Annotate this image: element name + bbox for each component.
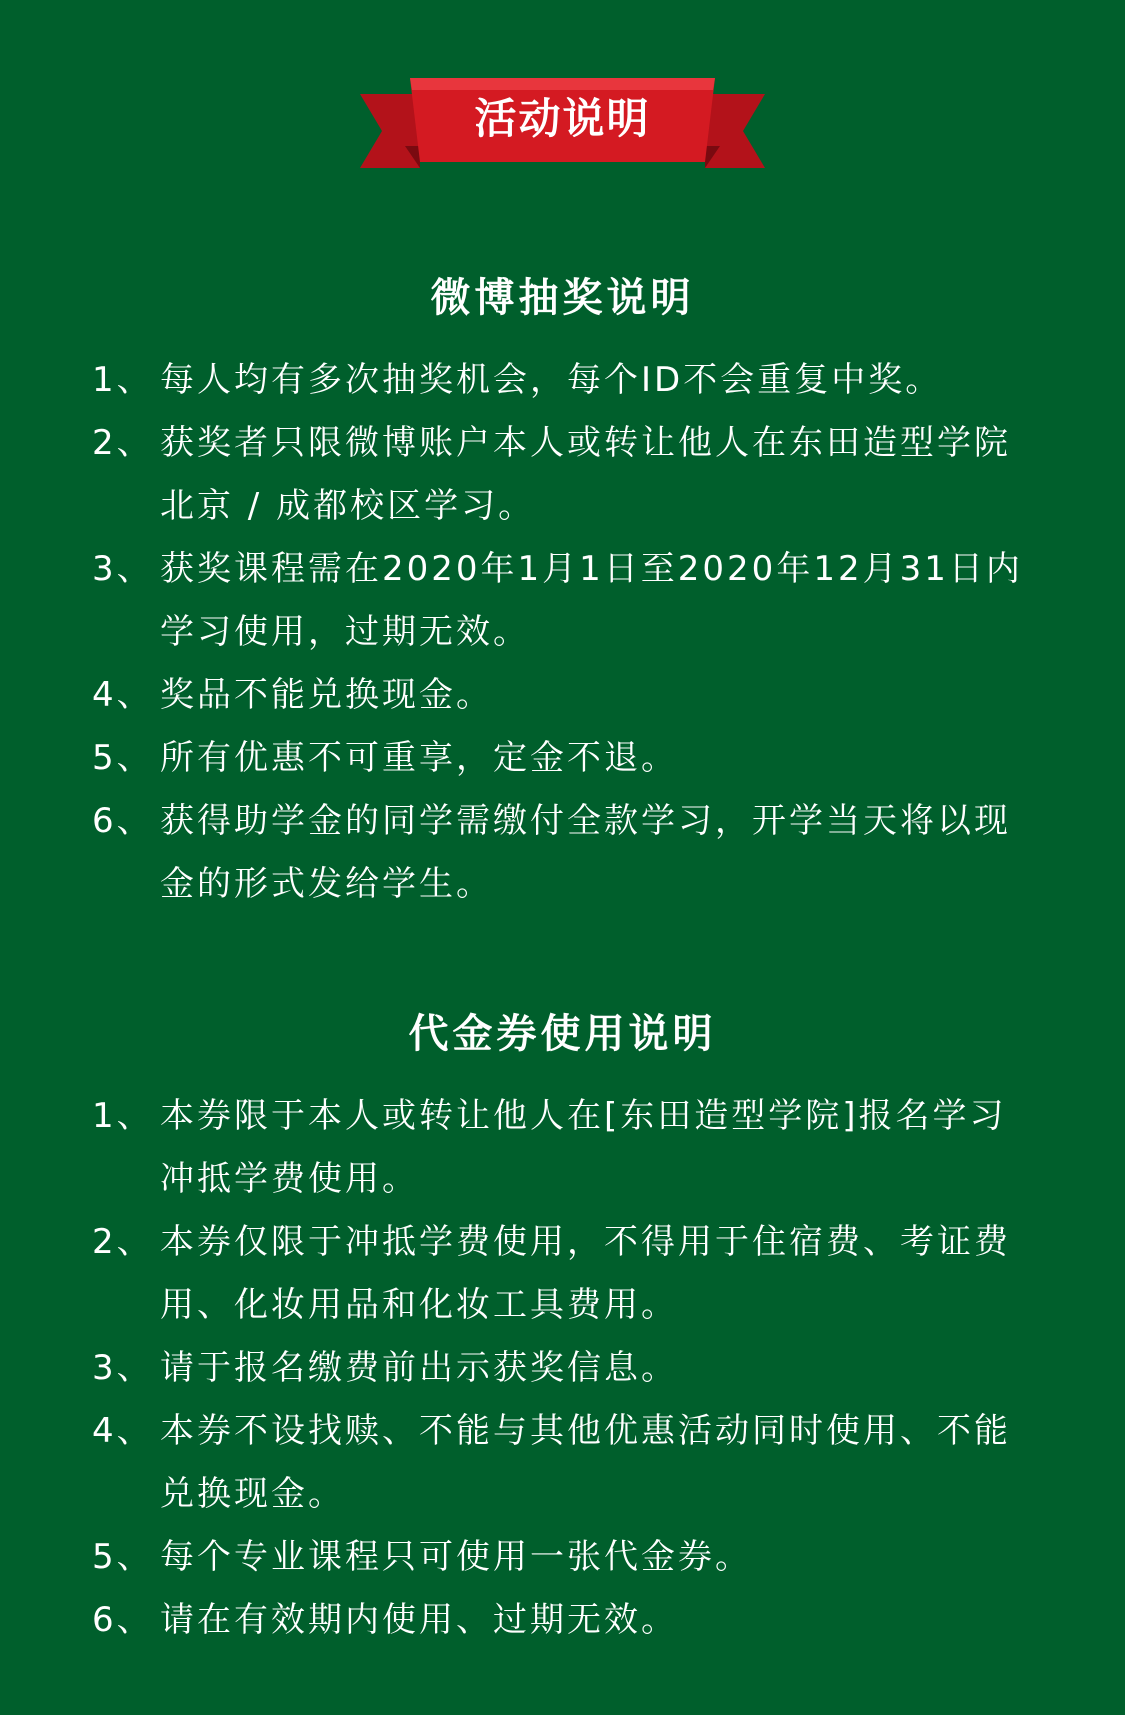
rule-text: 所有优惠不可重享，定金不退。 bbox=[160, 738, 678, 778]
rule-number: 4、 bbox=[92, 675, 154, 715]
banner-title: 活动说明 bbox=[474, 94, 651, 143]
rule-text: 获奖课程需在2020年1月1日至2020年12月31日内学习使用，过期无效。 bbox=[160, 549, 1023, 652]
rule-number: 5、 bbox=[92, 738, 154, 778]
list-item bbox=[0, 1526, 1040, 1589]
rule-number: 1、 bbox=[92, 360, 154, 400]
rule-text: 奖品不能兑换现金。 bbox=[160, 675, 493, 715]
rule-number: 3、 bbox=[92, 549, 154, 589]
rule-text: 请在有效期内使用、过期无效。 bbox=[160, 1600, 678, 1640]
header-ribbon-banner bbox=[360, 76, 765, 172]
list-item bbox=[0, 727, 1040, 790]
rule-text: 请于报名缴费前出示获奖信息。 bbox=[160, 1348, 678, 1388]
rule-text: 每人均有多次抽奖机会，每个ID不会重复中奖。 bbox=[160, 360, 943, 400]
rule-text: 本券限于本人或转让他人在[东田造型学院]报名学习冲抵学费使用。 bbox=[160, 1096, 1007, 1199]
rule-text: 获奖者只限微博账户本人或转让他人在东田造型学院北京 / 成都校区学习。 bbox=[160, 423, 1011, 526]
voucher-usage-section bbox=[0, 1003, 1125, 1652]
rule-number: 2、 bbox=[92, 1222, 154, 1262]
list-item bbox=[0, 790, 1040, 916]
rule-number: 1、 bbox=[92, 1096, 154, 1136]
list-item bbox=[0, 412, 1040, 538]
section-title-voucher-usage: 代金券使用说明 bbox=[408, 1011, 717, 1057]
voucher-usage-rules-list bbox=[0, 1085, 1125, 1652]
list-item bbox=[0, 664, 1040, 727]
rule-text: 本券不设找赎、不能与其他优惠活动同时使用、不能兑换现金。 bbox=[160, 1411, 1011, 1514]
rule-number: 4、 bbox=[92, 1411, 154, 1451]
rule-number: 2、 bbox=[92, 423, 154, 463]
weibo-lottery-section bbox=[0, 267, 1125, 916]
rule-number: 6、 bbox=[92, 1600, 154, 1640]
section-title-weibo-lottery: 微博抽奖说明 bbox=[430, 275, 695, 321]
list-item bbox=[0, 1337, 1040, 1400]
rule-number: 6、 bbox=[92, 801, 154, 841]
list-item bbox=[0, 1085, 1040, 1211]
rule-text: 每个专业课程只可使用一张代金券。 bbox=[160, 1537, 752, 1577]
rule-text: 本券仅限于冲抵学费使用，不得用于住宿费、考证费用、化妆用品和化妆工具费用。 bbox=[160, 1222, 1011, 1325]
list-item bbox=[0, 1400, 1040, 1526]
weibo-lottery-rules-list bbox=[0, 349, 1125, 916]
rule-text: 获得助学金的同学需缴付全款学习，开学当天将以现金的形式发给学生。 bbox=[160, 801, 1011, 904]
rule-number: 5、 bbox=[92, 1537, 154, 1577]
list-item bbox=[0, 1589, 1040, 1652]
rule-number: 3、 bbox=[92, 1348, 154, 1388]
list-item bbox=[0, 1211, 1040, 1337]
list-item bbox=[0, 349, 1040, 412]
list-item bbox=[0, 538, 1040, 664]
